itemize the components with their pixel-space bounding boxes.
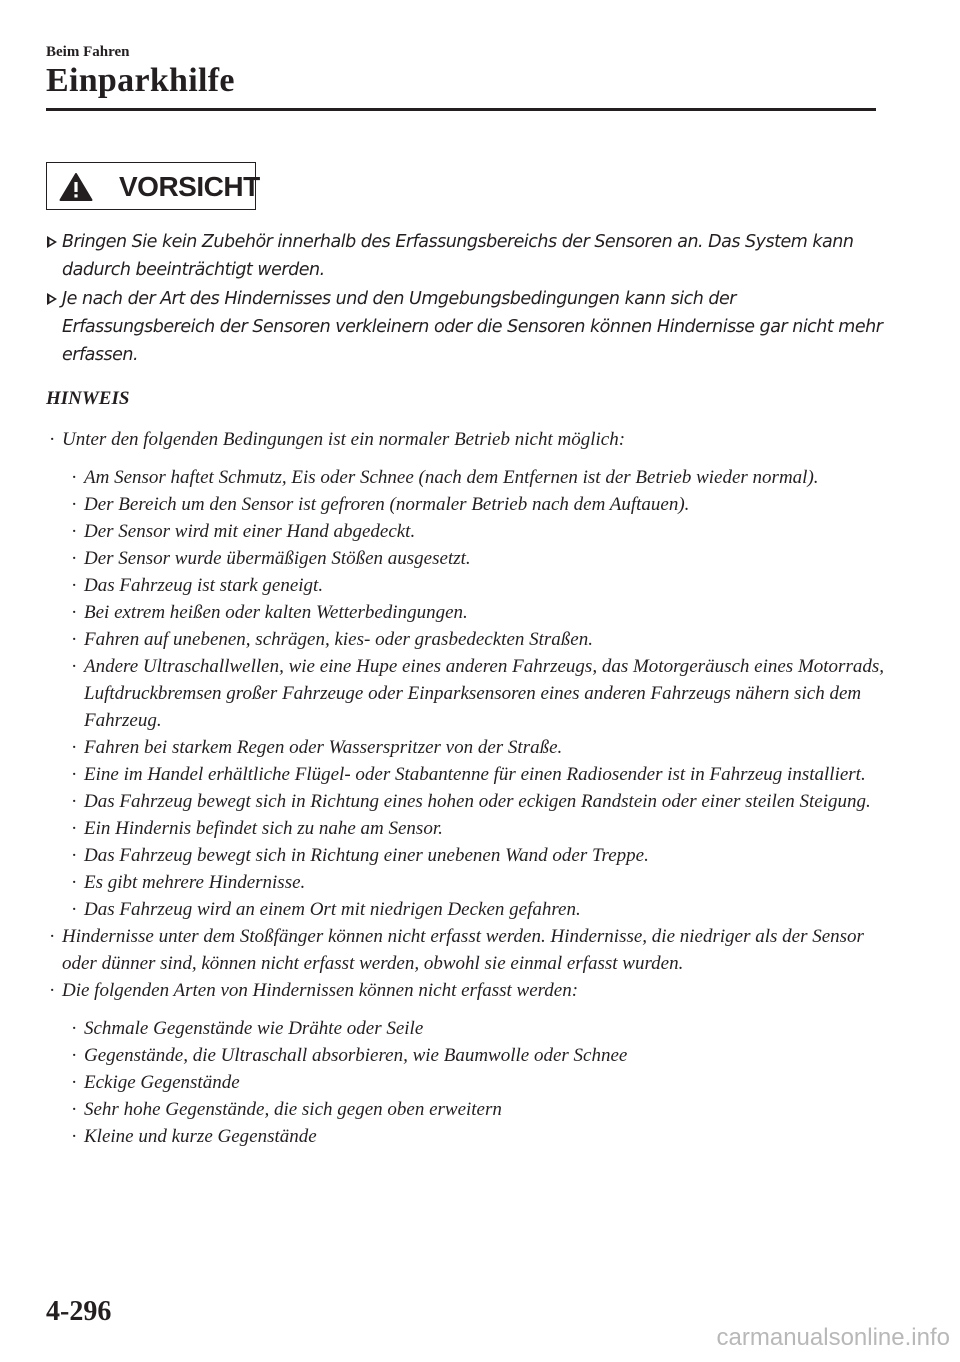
note-subitem [68, 518, 896, 545]
bullet-dot: · [71, 602, 78, 623]
bullet-dot: · [71, 818, 78, 839]
title-rule [46, 108, 876, 111]
note-subitem [68, 788, 896, 815]
watermark[interactable]: carmanualsonline.info [716, 1324, 950, 1351]
bullet-dot: · [71, 467, 78, 488]
caution-item-text: Je nach der Art des Hindernisses und den Umgebungsbedingungen kann sich der Erfassungsbereich der Sensoren verkleinern oder die Sensoren können Hindernisse gar nicht mehr erfassen. [62, 289, 883, 365]
note-subitem [68, 896, 896, 923]
caution-item [46, 228, 886, 284]
note-sublist [46, 464, 896, 923]
note-subitem [68, 545, 896, 572]
note-subitem-text: Fahren bei starkem Regen oder Wasserspritzer von der Straße. [84, 737, 563, 758]
note-subitem-text: Schmale Gegenstände wie Drähte oder Seile [84, 1018, 424, 1039]
bullet-dot: · [71, 494, 78, 515]
note-subitem-text: Fahren auf unebenen, schrägen, kies- oder grasbedeckten Straßen. [84, 629, 593, 650]
arrow-bullet-icon [46, 292, 58, 306]
note-item [46, 923, 896, 977]
warning-triangle-icon [59, 172, 93, 202]
note-subitem [68, 599, 896, 626]
note-subitem-text: Andere Ultraschallwellen, wie eine Hupe eines anderen Fahrzeugs, das Motorgeräusch eines Motorrads, Luftdruckbremsen großer Fahrzeuge oder Einparksensoren eines anderen Fahrzeugs nähern sich dem Fahrzeug. [84, 656, 884, 731]
note-subitem [68, 842, 896, 869]
bullet-dot: · [71, 791, 78, 812]
note-subitem [68, 464, 896, 491]
note-subitem-text: Das Fahrzeug ist stark geneigt. [84, 575, 324, 596]
caution-list [46, 228, 886, 369]
note-subitem [68, 491, 896, 518]
note-subitem [68, 761, 896, 788]
bullet-dot: · [71, 845, 78, 866]
bullet-dot: · [49, 980, 56, 1001]
caution-heading: VORSICHT [119, 171, 260, 202]
note-heading: HINWEIS [46, 388, 130, 409]
caution-box [46, 162, 260, 210]
note-subitem-text: Gegenstände, die Ultraschall absorbieren, wie Baumwolle oder Schnee [84, 1045, 628, 1066]
bullet-dot: · [71, 656, 78, 677]
note-subitem [68, 1123, 896, 1150]
note-subitem-text: Das Fahrzeug bewegt sich in Richtung eines hohen oder eckigen Randstein oder einer steilen Steigung. [84, 791, 871, 812]
bullet-dot: · [71, 1072, 78, 1093]
page-number: 4-296 [46, 1296, 112, 1327]
caution-item-text: Bringen Sie kein Zubehör innerhalb des Erfassungsbereichs der Sensoren an. Das System kann dadurch beeinträchtigt werden. [62, 232, 854, 280]
bullet-dot: · [49, 926, 56, 947]
section-label: Beim Fahren [46, 44, 130, 60]
note-item-text: Unter den folgenden Bedingungen ist ein normaler Betrieb nicht möglich: [62, 429, 626, 450]
bullet-dot: · [71, 1045, 78, 1066]
note-subitem-text: Kleine und kurze Gegenstände [84, 1126, 317, 1147]
note-subitem [68, 653, 896, 734]
note-subitem-text: Sehr hohe Gegenstände, die sich gegen oben erweitern [84, 1099, 502, 1120]
note-subitem-text: Eckige Gegenstände [84, 1072, 240, 1093]
note-subitem-text: Der Sensor wird mit einer Hand abgedeckt. [84, 521, 416, 542]
note-subitem [68, 1015, 896, 1042]
note-subitem [68, 815, 896, 842]
arrow-bullet-icon [46, 235, 58, 249]
note-item [46, 977, 896, 1004]
note-subitem [68, 734, 896, 761]
note-subitem [68, 572, 896, 599]
note-subitem [68, 1042, 896, 1069]
bullet-dot: · [71, 1018, 78, 1039]
page-title: Einparkhilfe [46, 62, 235, 99]
bullet-dot: · [71, 629, 78, 650]
note-item-text: Die folgenden Arten von Hindernissen können nicht erfasst werden: [62, 980, 579, 1001]
bullet-dot: · [71, 548, 78, 569]
bullet-dot: · [71, 764, 78, 785]
note-subitem-text: Das Fahrzeug bewegt sich in Richtung einer unebenen Wand oder Treppe. [84, 845, 649, 866]
note-subitem-text: Der Sensor wurde übermäßigen Stößen ausgesetzt. [84, 548, 471, 569]
bullet-dot: · [71, 899, 78, 920]
note-subitem [68, 626, 896, 653]
bullet-dot: · [71, 1099, 78, 1120]
bullet-dot: · [71, 521, 78, 542]
note-list [46, 426, 896, 1161]
note-subitem-text: Ein Hindernis befindet sich zu nahe am Sensor. [84, 818, 443, 839]
note-item-text: Hindernisse unter dem Stoßfänger können nicht erfasst werden. Hindernisse, die niedriger als der Sensor oder dünner sind, können nicht erfasst werden, obwohl sie einmal erfasst wurden. [62, 926, 864, 974]
bullet-dot: · [71, 872, 78, 893]
note-subitem-text: Am Sensor haftet Schmutz, Eis oder Schnee (nach dem Entfernen ist der Betrieb wieder normal). [84, 467, 819, 488]
note-subitem-text: Eine im Handel erhältliche Flügel- oder Stabantenne für einen Radiosender ist in Fahrzeug installiert. [84, 764, 866, 785]
note-subitem [68, 1096, 896, 1123]
bullet-dot: · [71, 1126, 78, 1147]
note-subitem [68, 1069, 896, 1096]
caution-item [46, 285, 886, 369]
bullet-dot: · [71, 575, 78, 596]
note-subitem [68, 869, 896, 896]
bullet-dot: · [49, 429, 56, 450]
note-subitem-text: Der Bereich um den Sensor ist gefroren (normaler Betrieb nach dem Auftauen). [84, 494, 690, 515]
note-subitem-text: Es gibt mehrere Hindernisse. [84, 872, 306, 893]
note-item [46, 426, 896, 453]
note-subitem-text: Das Fahrzeug wird an einem Ort mit niedrigen Decken gefahren. [84, 899, 581, 920]
note-sublist [46, 1015, 896, 1150]
note-subitem-text: Bei extrem heißen oder kalten Wetterbedingungen. [84, 602, 468, 623]
bullet-dot: · [71, 737, 78, 758]
